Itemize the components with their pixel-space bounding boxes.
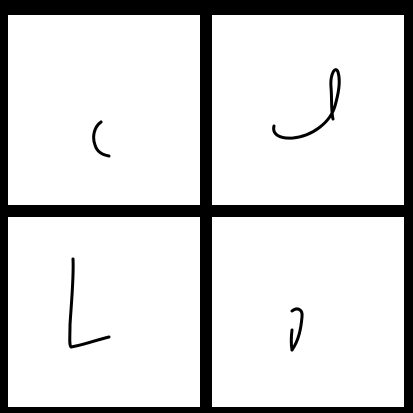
handwritten-stroke-top-left [8, 15, 200, 205]
handwritten-stroke-top-right [212, 15, 404, 205]
grid-cell-top-right[interactable] [212, 15, 404, 205]
grid-cell-top-left[interactable] [8, 15, 200, 205]
grid-cell-bottom-right[interactable] [212, 217, 404, 407]
handwritten-stroke-bottom-left [8, 217, 200, 407]
handwritten-stroke-bottom-right [212, 217, 404, 407]
grid-cell-bottom-left[interactable] [8, 217, 200, 407]
